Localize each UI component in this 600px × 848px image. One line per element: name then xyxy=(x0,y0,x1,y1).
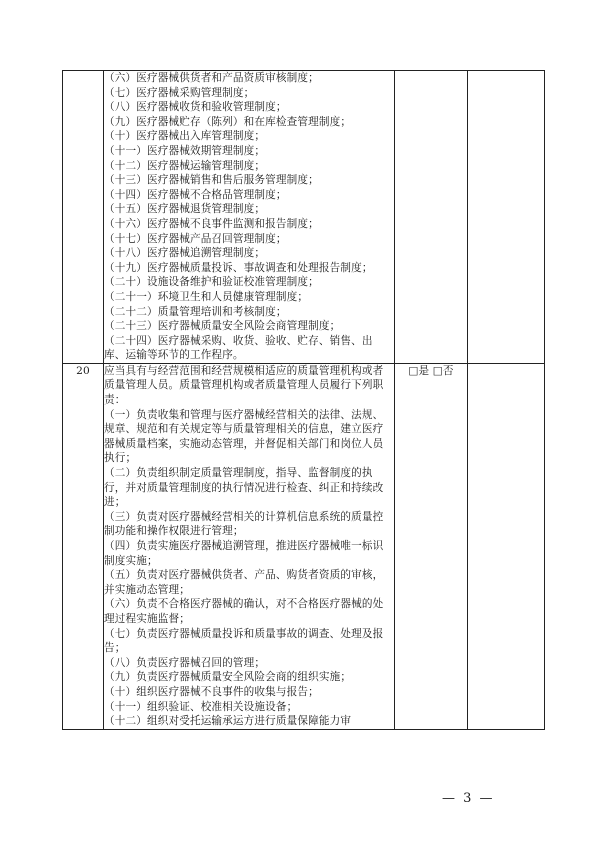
list-item: （二十四）医疗器械采购、收货、验收、贮存、销售、出库、运输等环节的工作程序。 xyxy=(104,334,373,362)
list-item: （八）负责医疗器械召回的管理； xyxy=(104,656,266,669)
list-item: （十）医疗器械出入库管理制度； xyxy=(104,130,266,143)
list-item: （三）负责对医疗器械经营相关的计算机信息系统的质量控制功能和操作权限进行管理； xyxy=(104,510,384,538)
list-item: （十二）组织对受托运输承运方进行质量保障能力审 xyxy=(104,715,352,728)
page-number: — 3 — xyxy=(442,791,495,806)
remark-cell xyxy=(468,71,545,364)
list-item: （十二）医疗器械运输管理制度； xyxy=(104,159,266,172)
remark-cell xyxy=(468,363,545,729)
list-item: （十三）医疗器械销售和售后服务管理制度； xyxy=(104,174,319,187)
list-item: （二十二）质量管理培训和考核制度； xyxy=(104,305,287,318)
list-item: （九）医疗器械贮存（陈列）和在库检查管理制度； xyxy=(104,115,352,128)
list-item: （二十一）环境卫生和人员健康管理制度； xyxy=(104,290,309,303)
list-item: （七）负责医疗器械质量投诉和质量事故的调查、处理及报告； xyxy=(104,627,384,655)
list-item: （二十三）医疗器械质量安全风险会商管理制度； xyxy=(104,320,341,333)
list-item: （十五）医疗器械退货管理制度； xyxy=(104,203,266,216)
list-item: （二）负责组织制定质量管理制度，指导、监督制度的执行，并对质量管理制度的执行情况进行检查、纠正和持续改进； xyxy=(104,467,384,509)
row-number xyxy=(63,71,104,364)
table-row xyxy=(63,363,545,729)
list-item: （十一）医疗器械效期管理制度； xyxy=(104,144,266,157)
inspection-table xyxy=(62,70,545,730)
row-number: 20 xyxy=(63,363,104,729)
list-item: （十七）医疗器械产品召回管理制度； xyxy=(104,232,287,245)
row-content xyxy=(104,363,395,729)
check-cell xyxy=(395,71,468,364)
list-item: （六）医疗器械供货者和产品资质审核制度； xyxy=(104,72,319,84)
list-item: （一）负责收集和管理与医疗器械经营相关的法律、法规、规章、规范和有关规定等与质量管理相关的信息，建立医疗器械质量档案，实施动态管理，并督促相关部门和岗位人员执行； xyxy=(104,408,384,465)
check-options[interactable]: □是 □否 xyxy=(395,363,468,729)
list-item: （八）医疗器械收货和验收管理制度； xyxy=(104,101,287,114)
requirement-intro: 应当具有与经营范围和经营规模相适应的质量管理机构或者质量管理人员。质量管理机构或者质量管理人员履行下列职责： xyxy=(104,364,384,407)
list-item: （十八）医疗器械追溯管理制度； xyxy=(104,247,266,260)
list-item: （九）负责医疗器械质量安全风险会商的组织实施； xyxy=(104,671,352,684)
list-item: （七）医疗器械采购管理制度； xyxy=(104,86,255,99)
row-content xyxy=(104,71,395,364)
list-item: （十一）组织验证、校准相关设施设备； xyxy=(104,700,298,713)
list-item: （六）负责不合格医疗器械的确认，对不合格医疗器械的处理过程实施监督； xyxy=(104,598,384,625)
list-item: （十四）医疗器械不合格品管理制度； xyxy=(104,188,287,201)
list-item: （十九）医疗器械质量投诉、事故调查和处理报告制度； xyxy=(104,261,373,274)
list-item: （十六）医疗器械不良事件监测和报告制度； xyxy=(104,217,319,230)
list-item: （五）负责对医疗器械供货者、产品、购货者资质的审核，并实施动态管理； xyxy=(104,569,384,596)
list-item: （四）负责实施医疗器械追溯管理，推进医疗器械唯一标识制度实施； xyxy=(104,540,384,567)
table-row xyxy=(63,71,545,364)
list-item: （二十）设施设备维护和验证校准管理制度； xyxy=(104,276,319,289)
list-item: （十）组织医疗器械不良事件的收集与报告； xyxy=(104,685,319,698)
